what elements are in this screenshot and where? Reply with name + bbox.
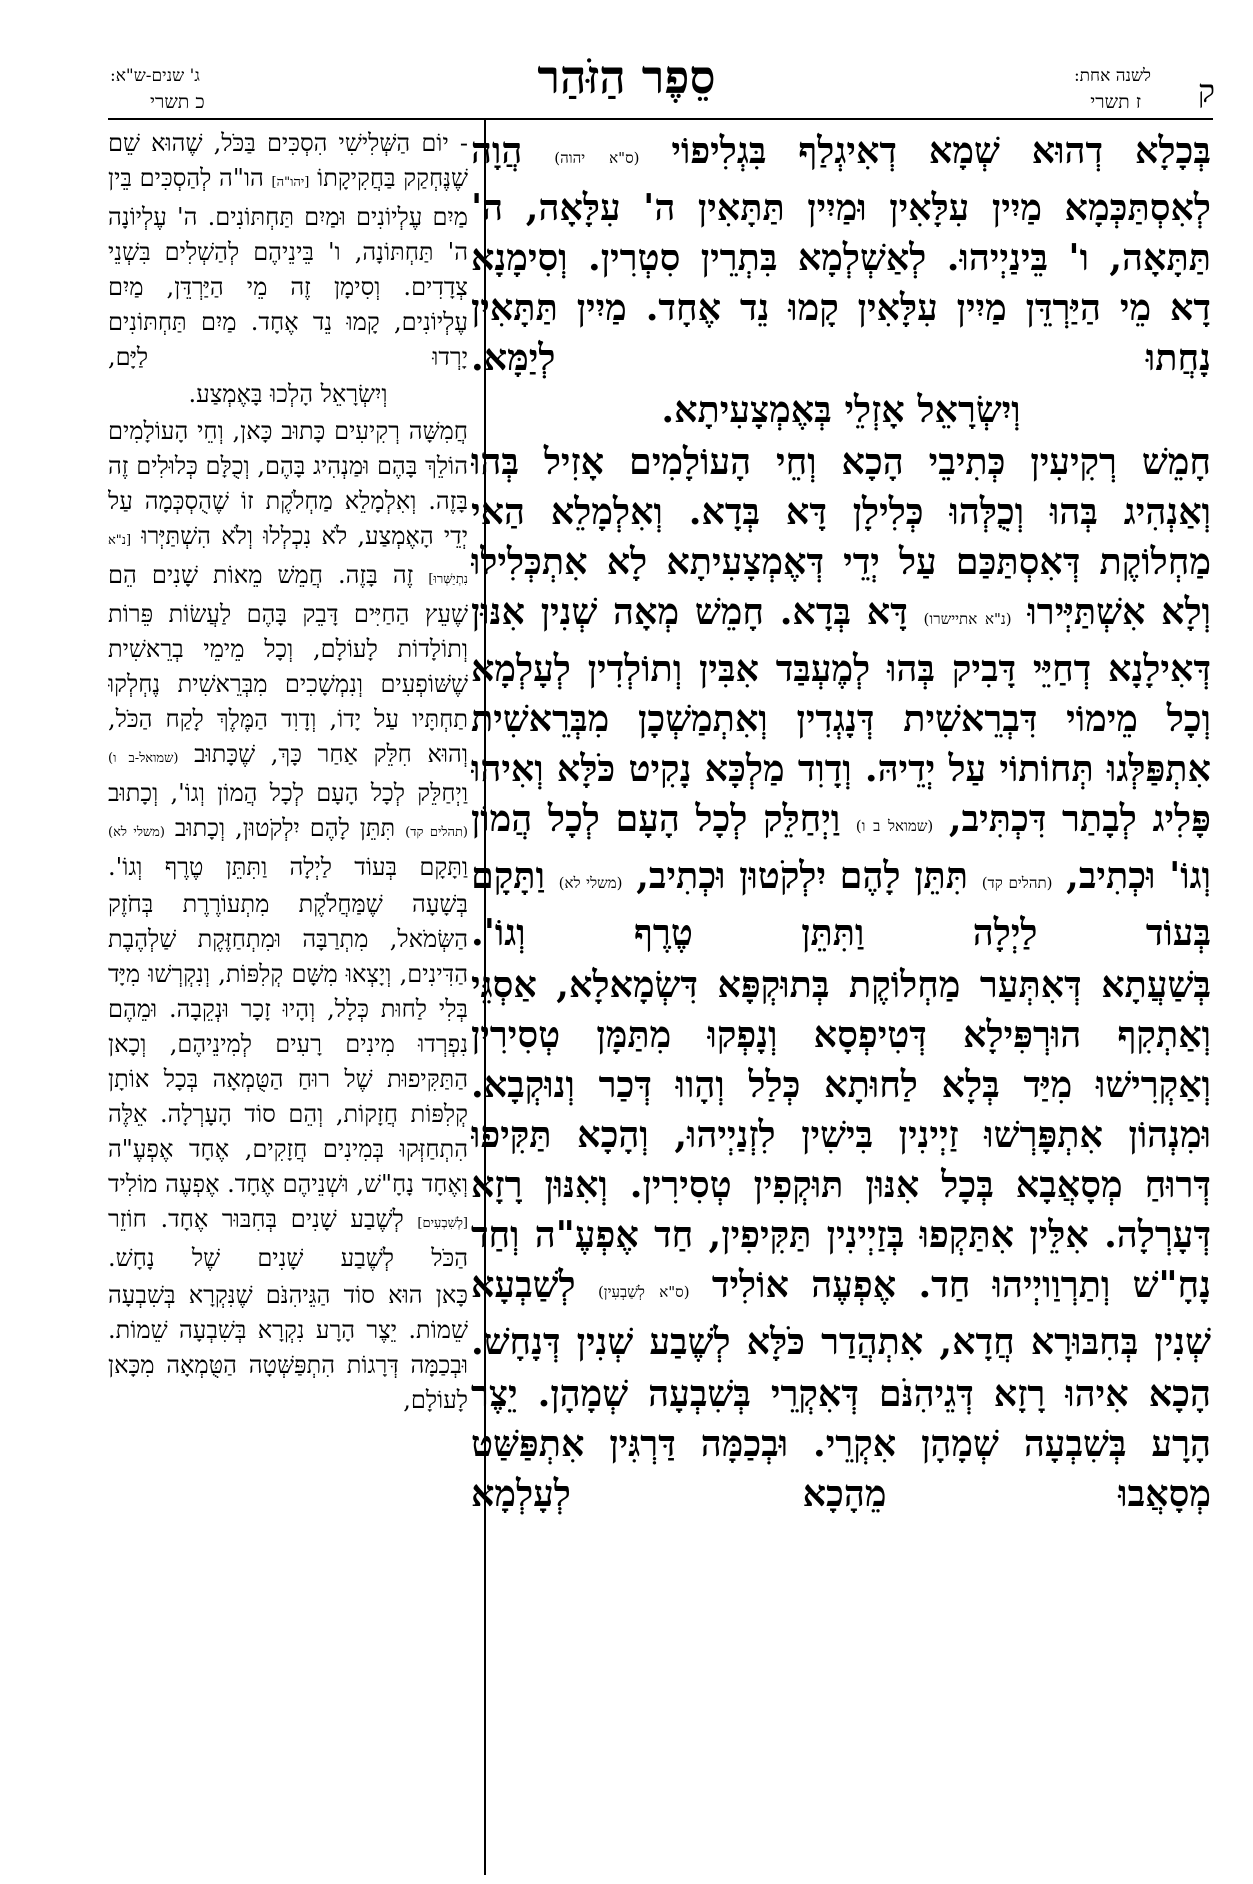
source-reference: (נ"א אתיישרו) (923, 610, 1012, 628)
translation-paragraph-3 (108, 887, 468, 1276)
source-reference: (משלי לא) (558, 874, 623, 892)
text-segment: בְּשָׁעָה שֶׁמַּחֲלֹקֶת מִתְעוֹרֶרֶת בְּחֹזֶק הַשְּׂמֹאל, מִתְרַבָּה וּמִתְחַזֶּקֶת שַׁלְהֶבֶת הַדִּינִים, וְיָצְאוּ מִשָּׁם קְלִפּוֹת, וְנִקְרְשׁוּ מִיָּד בְּלִי לַחוּת כְּלָל, וְהָיוּ זָכָר וּנְקֵבָה. וּמֵהֶם נִפְרְדוּ מִינִים רָעִים לְמִינֵיהֶם, וְכָאן הַתַּקִּיפוּת שֶׁל רוּחַ הַטֻּמְאָה בְּכָל אוֹתָן קְלִפּוֹת חֲזָקוֹת, וְהֵם סוֹד הָעָרְלָה. אֵלֶּה הִתְחַזְּקוּ בְּמִינִים חֲזָקִים, אֶחָד אֶפְעֶ"ה וְאֶחָד נָחָ"שׁ, וּשְׁנֵיהֶם אֶחָד. אֶפְעֶה מוֹלִיד (108, 890, 468, 1198)
text-segment: הָכָא אִיהוּ רָזָא דְּגֵיהִנֹּם דְּאִקְרֵי בְּשִׁבְעָה שְׁמָהָן. יֵצֶר הָרָע בְּשִׁבְעָה שְׁמָהָן אִקְרֵי. וּבְכַמָּה דַּרְגִּין אִתְפַּשַּׁט מְסָאֲבוּ מֵהָכָא לְעָלְמָא (471, 1372, 1211, 1515)
header-divider (108, 118, 1213, 120)
translation-paragraph-0 (108, 126, 468, 375)
text-segment: וַיְחַלֵּק לְכָל הָעָם לְכָל הֲמוֹן וְגוֹ', וְכָתוּב (108, 779, 468, 807)
text-segment: הֲוָה לְאִסְתַּכְּמָא מַיִין עִלָּאִין וּמַיִין תַּתָּאִין ה' עִלָּאָה, ה' תַּתָּאָה, ו' בֵּינַיְיהוּ. לְאַשְׁלְמָא בִּתְרֵין סִטְרִין. וְסִימָנָא דָא מֵי הַיַּרְדֵּן מַיִין עִלָּאִין קָמוּ נֵד אֶחָד. מַיִין תַּתָּאִין נָחֲתוּ לְיַמָּא. (471, 129, 1211, 379)
translation-paragraph-1 (108, 377, 468, 412)
aramaic-paragraph-3 (471, 960, 1211, 1367)
source-reference: (ס"א יהוה) (554, 149, 640, 167)
aramaic-paragraph-2 (471, 437, 1211, 958)
hebrew-translation-column (108, 126, 468, 1876)
text-segment: לְשַׁבְעָא שְׁנִין בְּחִבּוּרָא חֲדָא, אִתְהֲדַר כֹּלָּא לְשֶׁבַע שְׁנִין דְּנָחָשׁ. (471, 1263, 1211, 1363)
source-reference: (ס"א לְשַׁבְעִין) (597, 1283, 690, 1301)
text-segment: כָּאן הוּא סוֹד הַגֵּיהִנֹּם שֶׁנִּקְרָא בְּשִׁבְעָה שֵׁמוֹת. יֵצֶר הָרָע נִקְרָא בְּשִׁבְעָה שֵׁמוֹת. וּבְכַמָּה דְּרָגוֹת הִתְפַּשְּׁטָה הַטֻּמְאָה מִכָּאן לָעוֹלָם, (108, 1281, 468, 1414)
study-date-one: ז תשרי (1090, 91, 1141, 113)
text-segment: הו"ה לְהַסְכִּים בֵּין מַיִם עֶלְיוֹנִים וּמַיִם תַּחְתּוֹנִים. ה' עֶלְיוֹנָה ה' תַּחְתּוֹנָה, ו' בֵּינֵיהֶם לְהַשְׁלִים בִּשְׁנֵי צְדָדִים. וְסִימָן זֶה מֵי הַיַּרְדֵּן, מַיִם עֶלְיוֹנִים, קָמוּ נֵד אֶחָד. מַיִם תַּחְתּוֹנִים יָרְדוּ לַיָּם, (108, 164, 468, 371)
text-segment: וַתָּקָם בְּעוֹד לַיְלָה וַתִּתֵּן טֶרֶף וְגוֹ'. (108, 853, 468, 881)
study-year-one: לשנה אחת: (1073, 66, 1151, 86)
text-segment: תִּתֵּן לָהֶם יִלְקֹטוּן וּכְתִיב, (636, 854, 969, 897)
text-segment: בְּכָלָא דְהוּא שְׁמָא דְאִיגְלַף בִּגְלִיפוֹי (671, 129, 1211, 172)
source-reference: [נ"א נִתְיַשְּׁרוּ] (108, 533, 468, 587)
text-segment: - יוֹם הַשְּׁלִישִׁי הִסְכִּים בַּכֹּל, שֶׁהוּא שֵׁם שֶׁנֶּחְקַק בַּחֲקִיקָתוֹ (108, 129, 468, 192)
text-segment: חֲמִשָּׁה רְקִיעִים כָּתוּב כָּאן, וְחֵי הָעוֹלָמִים הוֹלֵךְ בָּהֶם וּמַנְהִיג בָּהֶם, וְכֻלָּם כְּלוּלִים זֶה בָּזֶה. וְאִלְמָלֵא מַחְלֹקֶת זוֹ שֶׁהֻסְכְּמָה עַל יְדֵי הָאֶמְצַע, לֹא נִכְלְלוּ וְלֹא הִשְׁתַּיְּרוּ (108, 417, 468, 550)
text-segment: וְיִשְׂרָאֵל הָלְכוּ בָּאֶמְצַע. (188, 380, 388, 408)
source-reference: (שמואל ב ו) (855, 817, 934, 835)
source-reference: (שמואל-ב ו) (108, 751, 179, 766)
source-reference: (משלי לא) (108, 825, 165, 840)
source-reference: (תהלים קד) (405, 825, 468, 840)
page-number: ק (1197, 72, 1215, 110)
study-year-three: ג' שנים-ש"א: (110, 66, 200, 86)
text-segment: בְּשַׁעֲתָא דְּאִתְּעַר מַחְלוֹקֶת בְּתוּקְפָּא דִּשְׂמָאלָא, אַסְגֵּי וְאַתְקִף הוּרְפִּילָא דְּטִיפְסָא וְנָפְקוּ מִתַּמָּן טְסִירִין וְאַקְרִישׁוּ מִיַּד בְּלָא לַחוּתָא כְּלַל וְהָווּ דְּכַר וְנוּקְבָא. וּמִנְהוֹן אִתְפָּרְשׁוּ זַיְינִין בִּישִׁין לִזְנַיְיהוּ, וְהָכָא תַּקִּיפוּ דְּרוּחַ מְסָאֲבָא בְּכָל אִנּוּן תּוּקְפִין טְסִירִין. וְאִנּוּן רָזָא דְּעָרְלָה. אִלֵּין אִתַּקְפוּ בְּזַיְינִין תַּקִּיפִין, חַד אֶפְעֶ"ה וְחַד נָחָ"שׁ וְתַרְוַויְיהוּ חַד. אֶפְעֶה אוֹלִיד (471, 963, 1211, 1306)
source-reference: [יהו"ה] (271, 175, 310, 190)
page-header (0, 0, 1253, 118)
source-reference: [לְשִׁבְעִים] (417, 1216, 468, 1231)
aramaic-paragraph-4 (471, 1369, 1211, 1519)
aramaic-paragraph-0 (471, 126, 1211, 383)
text-segment: לְשֶׁבַע שָׁנִים בְּחִבּוּר אֶחָד. חוֹזֵר הַכֹּל לְשֶׁבַע שָׁנִים שֶׁל נָחָשׁ. (108, 1205, 468, 1272)
text-segment: וַתָּקָם בְּעוֹד לַיְלָה וַתִּתֵּן טֶרֶף וְגוֹ'. (471, 854, 1211, 954)
text-segment: וְיִשְׂרָאֵל אָזְלֵי בְּאֶמְצָעִיתָא. (661, 388, 1021, 431)
book-title: סֵפֶר הַזֹּהַר (537, 50, 716, 104)
aramaic-paragraph-1 (471, 385, 1211, 435)
text-segment: תִּתֵּן לָהֶם יִלְקֹטוּן, וְכָתוּב (174, 814, 396, 842)
text-segment: זֶה בָּזֶה. חֲמֵשׁ מֵאוֹת שָׁנִים הֵם שֶׁעֵץ הַחַיִּים דָּבֵק בָּהֶם לַעֲשׂוֹת פֵּרוֹת וְתוֹלָדוֹת לָעוֹלָם, וְכָל מֵימֵי בְרֵאשִׁית שֶׁשּׁוֹפְעִים וְנִמְשָׁכִים מִבְּרֵאשִׁית נֶחְלְקוּ תַחְתָּיו עַל יָדוֹ, וְדָוִד הַמֶּלֶךְ לָקַח הַכֹּל, וְהוּא חִלֵּק אַחַר כָּךְ, שֶׁכָּתוּב (108, 561, 468, 768)
aramaic-text-column (471, 126, 1211, 1876)
text-segment: וַיְחַלֵּק לְכָל הָעָם לְכָל הֲמוֹן וְגוֹ' וּכְתִיב, (471, 797, 1211, 897)
translation-paragraph-4 (108, 1278, 468, 1418)
source-reference: (תהלים קד) (981, 874, 1053, 892)
translation-paragraph-2 (108, 414, 468, 885)
study-date-three: כ תשרי (150, 91, 205, 113)
text-segment: חָמֵשׁ רְקִיעִין כְּתִיבֵי הָכָא וְחֵי הָעוֹלָמִים אָזִיל בְּהוּ וְאַנְהִיג בְּהוּ וְכֻלְּהוּ כְּלִילָן דָּא בְּדָא. וְאִלְמָלֵא הַאי מַחְלוֹקֶת דְּאִסְתַּכַּם עַל יְדֵי דְּאֶמְצָעִיתָא לָא אִתְכְּלִילוּ וְלָא אִשְׁתַּיְּירוּ (471, 440, 1211, 633)
text-segment: דָּא בְּדָא. חָמֵשׁ מְאָה שְׁנִין אִנּוּן דְּאִילָנָא דְחַיֵּי דָּבִיק בְּהוּ לְמֶעְבַּד אִבִּין וְתוֹלְדִין לְעָלְמָא וְכָל מֵימוֹי דִּבְרֵאשִׁית דְּנָגְדִין וְאִתְמַשְׁכָן מִבְּרֵאשִׁית אִתְפַּלְּגוּ תְּחוֹתוֹי עַל יְדֵיהּ. וְדָוִד מַלְכָּא נָקִיט כֹּלָּא וְאִיהוּ פָּלִיג לְבָתַר דִּכְתִּיב, (471, 590, 1211, 840)
